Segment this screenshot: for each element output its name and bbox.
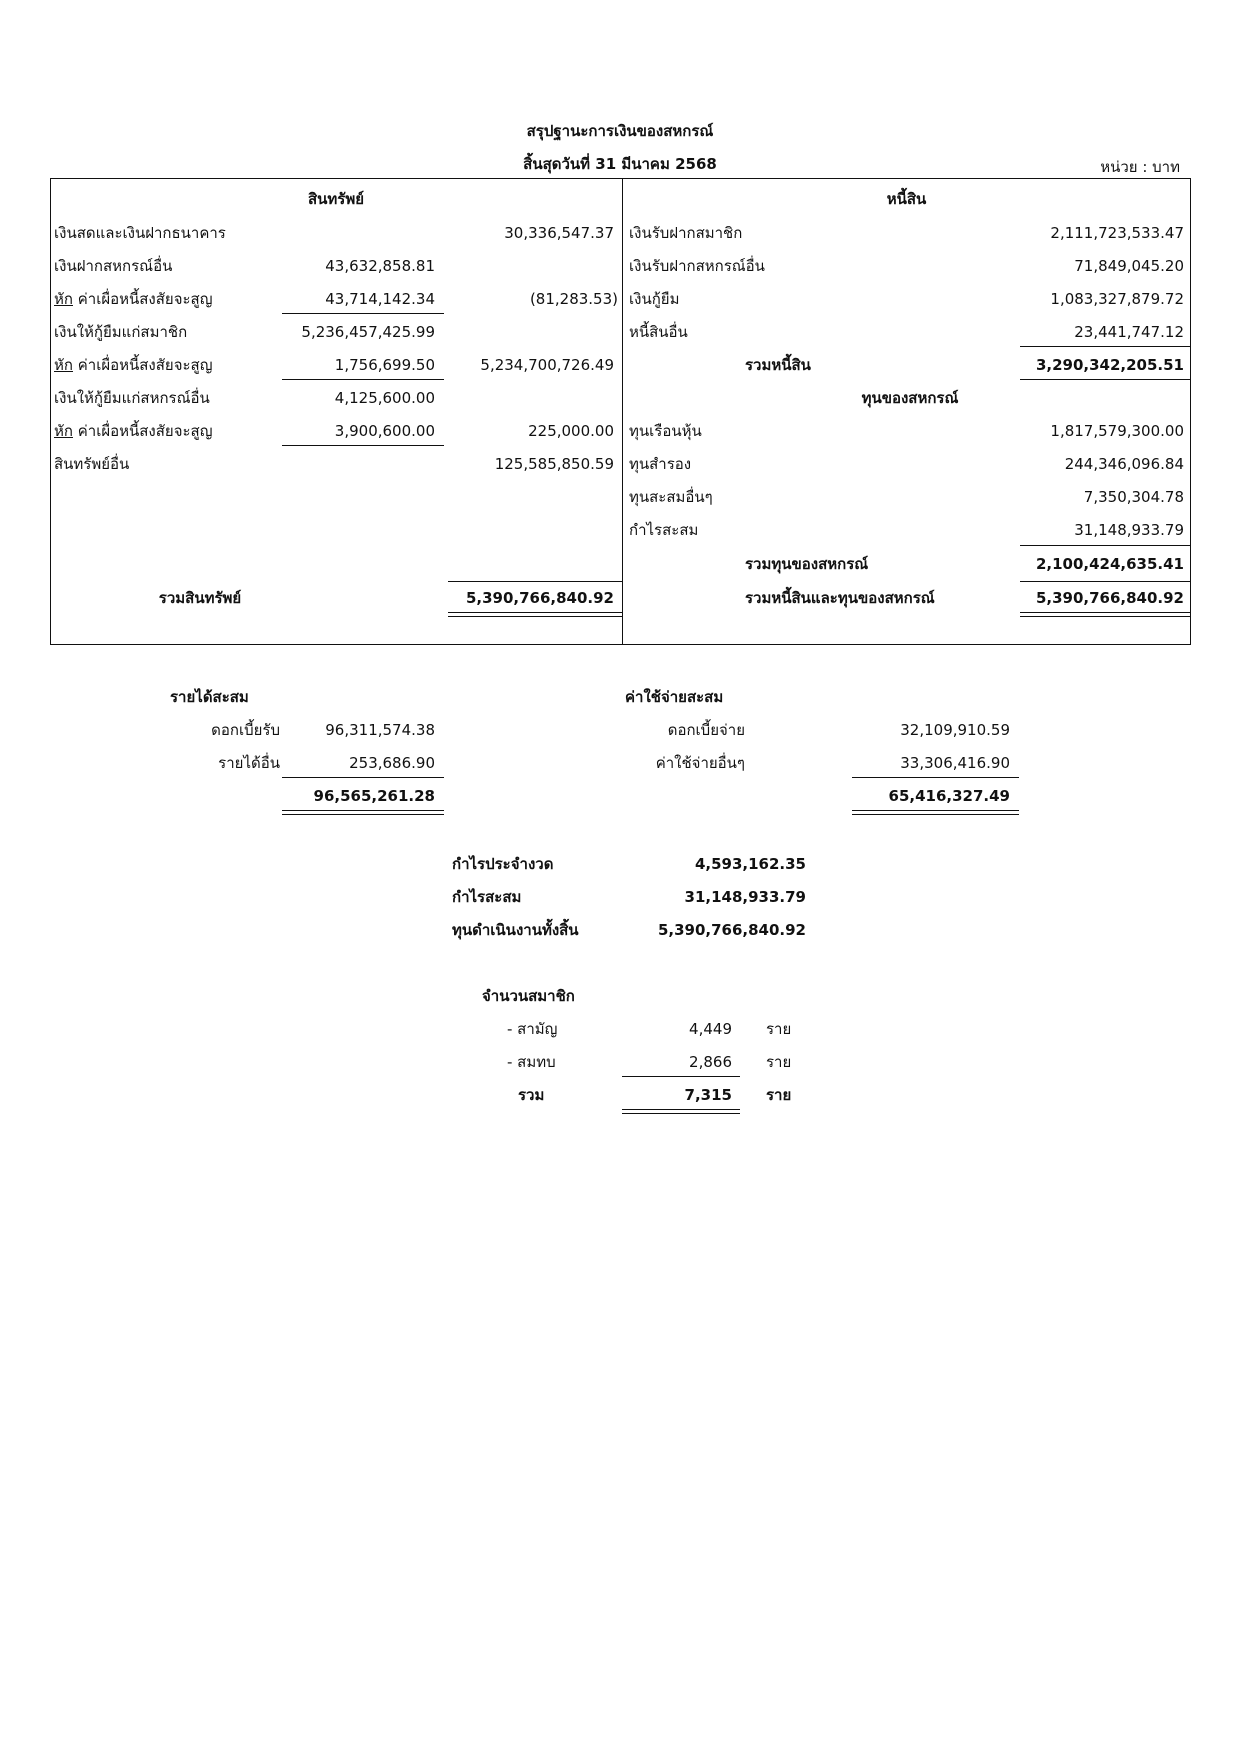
report-subtitle: สิ้นสุดวันที่ 31 มีนาคม 2568 [523,155,717,173]
asset-row-label: หัก ค่าเผื่อหนี้สงสัยจะสูญ [54,356,213,374]
asset-row-value: 225,000.00 [528,422,614,440]
summary-row-label: ทุนดำเนินงานทั้งสิ้น [452,921,579,939]
summary-row-value: 31,148,933.79 [684,888,806,906]
liability-row-value: 71,849,045.20 [1074,257,1184,275]
liabilities-total-bottom-rule [1020,379,1191,380]
income-total-top-rule [282,777,444,778]
income-row-value: 96,311,574.38 [325,721,435,739]
asset-row-subvalue: 43,714,142.34 [325,290,435,308]
expense-total-top-rule [852,777,1019,778]
asset-row-label: เงินให้กู้ยืมแก่สหกรณ์อื่น [54,389,210,407]
expense-row-label: ดอกเบี้ยจ่าย [667,721,745,739]
members-total-unit: ราย [766,1086,792,1104]
income-row-label: รายได้อื่น [218,754,280,772]
assets-total-double-rule [448,612,622,617]
income-total: 96,565,261.28 [313,787,435,805]
income-row-label: ดอกเบี้ยรับ [211,721,280,739]
deduct-word: หัก [54,356,73,374]
expense-heading: ค่าใช้จ่ายสะสม [625,688,724,706]
asset-row-label: เงินสดและเงินฝากธนาคาร [54,224,226,242]
expense-row-value: 33,306,416.90 [900,754,1010,772]
equity-row-label: กำไรสะสม [629,521,699,539]
equity-total-label: รวมทุนของสหกรณ์ [745,555,869,573]
grand-total-label: รวมหนี้สินและทุนของสหกรณ์ [745,589,935,607]
expense-row-value: 32,109,910.59 [900,721,1010,739]
liability-row-value: 23,441,747.12 [1074,323,1184,341]
equity-row-value: 1,817,579,300.00 [1050,422,1184,440]
assets-total-value: 5,390,766,840.92 [465,589,614,607]
asset-row-subvalue: 4,125,600.00 [334,389,435,407]
assets-total-top-rule [448,581,622,582]
liability-row-label: หนี้สินอื่น [629,323,688,341]
summary-row-label: กำไรสะสม [452,888,522,906]
deduct-word: หัก [54,290,73,308]
liabilities-total-label: รวมหนี้สิน [745,356,811,374]
liability-row-label: เงินกู้ยืม [629,290,680,308]
income-total-double-rule [282,810,444,815]
equity-row-label: ทุนเรือนหุ้น [629,422,702,440]
asset-row-label: เงินฝากสหกรณ์อื่น [54,257,173,275]
members-total-value: 7,315 [684,1086,732,1104]
equity-row-value: 244,346,096.84 [1064,455,1184,473]
asset-row-label: หัก ค่าเผื่อหนี้สงสัยจะสูญ [54,290,213,308]
grand-total-value: 5,390,766,840.92 [1035,589,1184,607]
asset-row-value: 30,336,547.37 [504,224,614,242]
liabilities-heading: หนี้สิน [886,190,927,208]
asset-row-label: หัก ค่าเผื่อหนี้สงสัยจะสูญ [54,422,213,440]
summary-row-value: 5,390,766,840.92 [657,921,806,939]
member-row-unit: ราย [766,1020,792,1038]
expense-total: 65,416,327.49 [888,787,1010,805]
asset-row-label: เงินให้กู้ยืมแก่สมาชิก [54,323,188,341]
equity-row-label: ทุนสะสมอื่นๆ [629,488,713,506]
liabilities-total-top-rule [1020,346,1191,347]
grand-total-double-rule [1020,612,1191,617]
income-heading: รายได้สะสม [170,688,249,706]
summary-row-value: 4,593,162.35 [694,855,806,873]
liability-row-label: เงินรับฝากสมาชิก [629,224,743,242]
members-total-top-rule [622,1076,740,1077]
unit-label: หน่วย : บาท [1100,158,1180,176]
balance-sheet-frame [50,178,1191,645]
deduct-word: หัก [54,422,73,440]
subtotal-rule [282,379,444,380]
member-row-label: - สามัญ [507,1020,558,1038]
members-total-double-rule [622,1109,740,1114]
assets-heading: สินทรัพย์ [307,190,365,208]
liability-row-value: 1,083,327,879.72 [1050,290,1184,308]
equity-heading: ทุนของสหกรณ์ [861,389,959,407]
liability-row-value: 2,111,723,533.47 [1050,224,1184,242]
asset-row-subvalue: 5,236,457,425.99 [301,323,435,341]
income-row-value: 253,686.90 [349,754,435,772]
equity-row-value: 31,148,933.79 [1074,521,1184,539]
liability-row-label: เงินรับฝากสหกรณ์อื่น [629,257,765,275]
members-total-label: รวม [518,1086,545,1104]
equity-total-value: 2,100,424,635.41 [1035,555,1184,573]
equity-row-value: 7,350,304.78 [1083,488,1184,506]
summary-row-label: กำไรประจำงวด [452,855,554,873]
equity-row-label: ทุนสำรอง [629,455,692,473]
subtotal-rule [282,445,444,446]
equity-total-top-rule [1020,545,1191,546]
expense-total-double-rule [852,810,1019,815]
report-title: สรุปฐานะการเงินของสหกรณ์ [526,122,714,140]
asset-row-subvalue: 1,756,699.50 [334,356,435,374]
member-row-unit: ราย [766,1053,792,1071]
subtotal-rule [282,313,444,314]
liabilities-total-value: 3,290,342,205.51 [1035,356,1184,374]
members-heading: จำนวนสมาชิก [482,987,575,1005]
center-divider [622,178,623,645]
asset-row-subvalue: 3,900,600.00 [334,422,435,440]
member-row-value: 2,866 [689,1053,732,1071]
assets-total-label: รวมสินทรัพย์ [158,589,242,607]
expense-row-label: ค่าใช้จ่ายอื่นๆ [655,754,745,772]
asset-row-label: สินทรัพย์อื่น [54,455,130,473]
asset-row-value: 125,585,850.59 [494,455,614,473]
member-row-value: 4,449 [689,1020,732,1038]
asset-row-value: (81,283.53) [529,290,618,308]
asset-row-subvalue: 43,632,858.81 [325,257,435,275]
asset-row-value: 5,234,700,726.49 [480,356,614,374]
equity-total-bottom-rule [1020,581,1191,582]
member-row-label: - สมทบ [507,1053,556,1071]
